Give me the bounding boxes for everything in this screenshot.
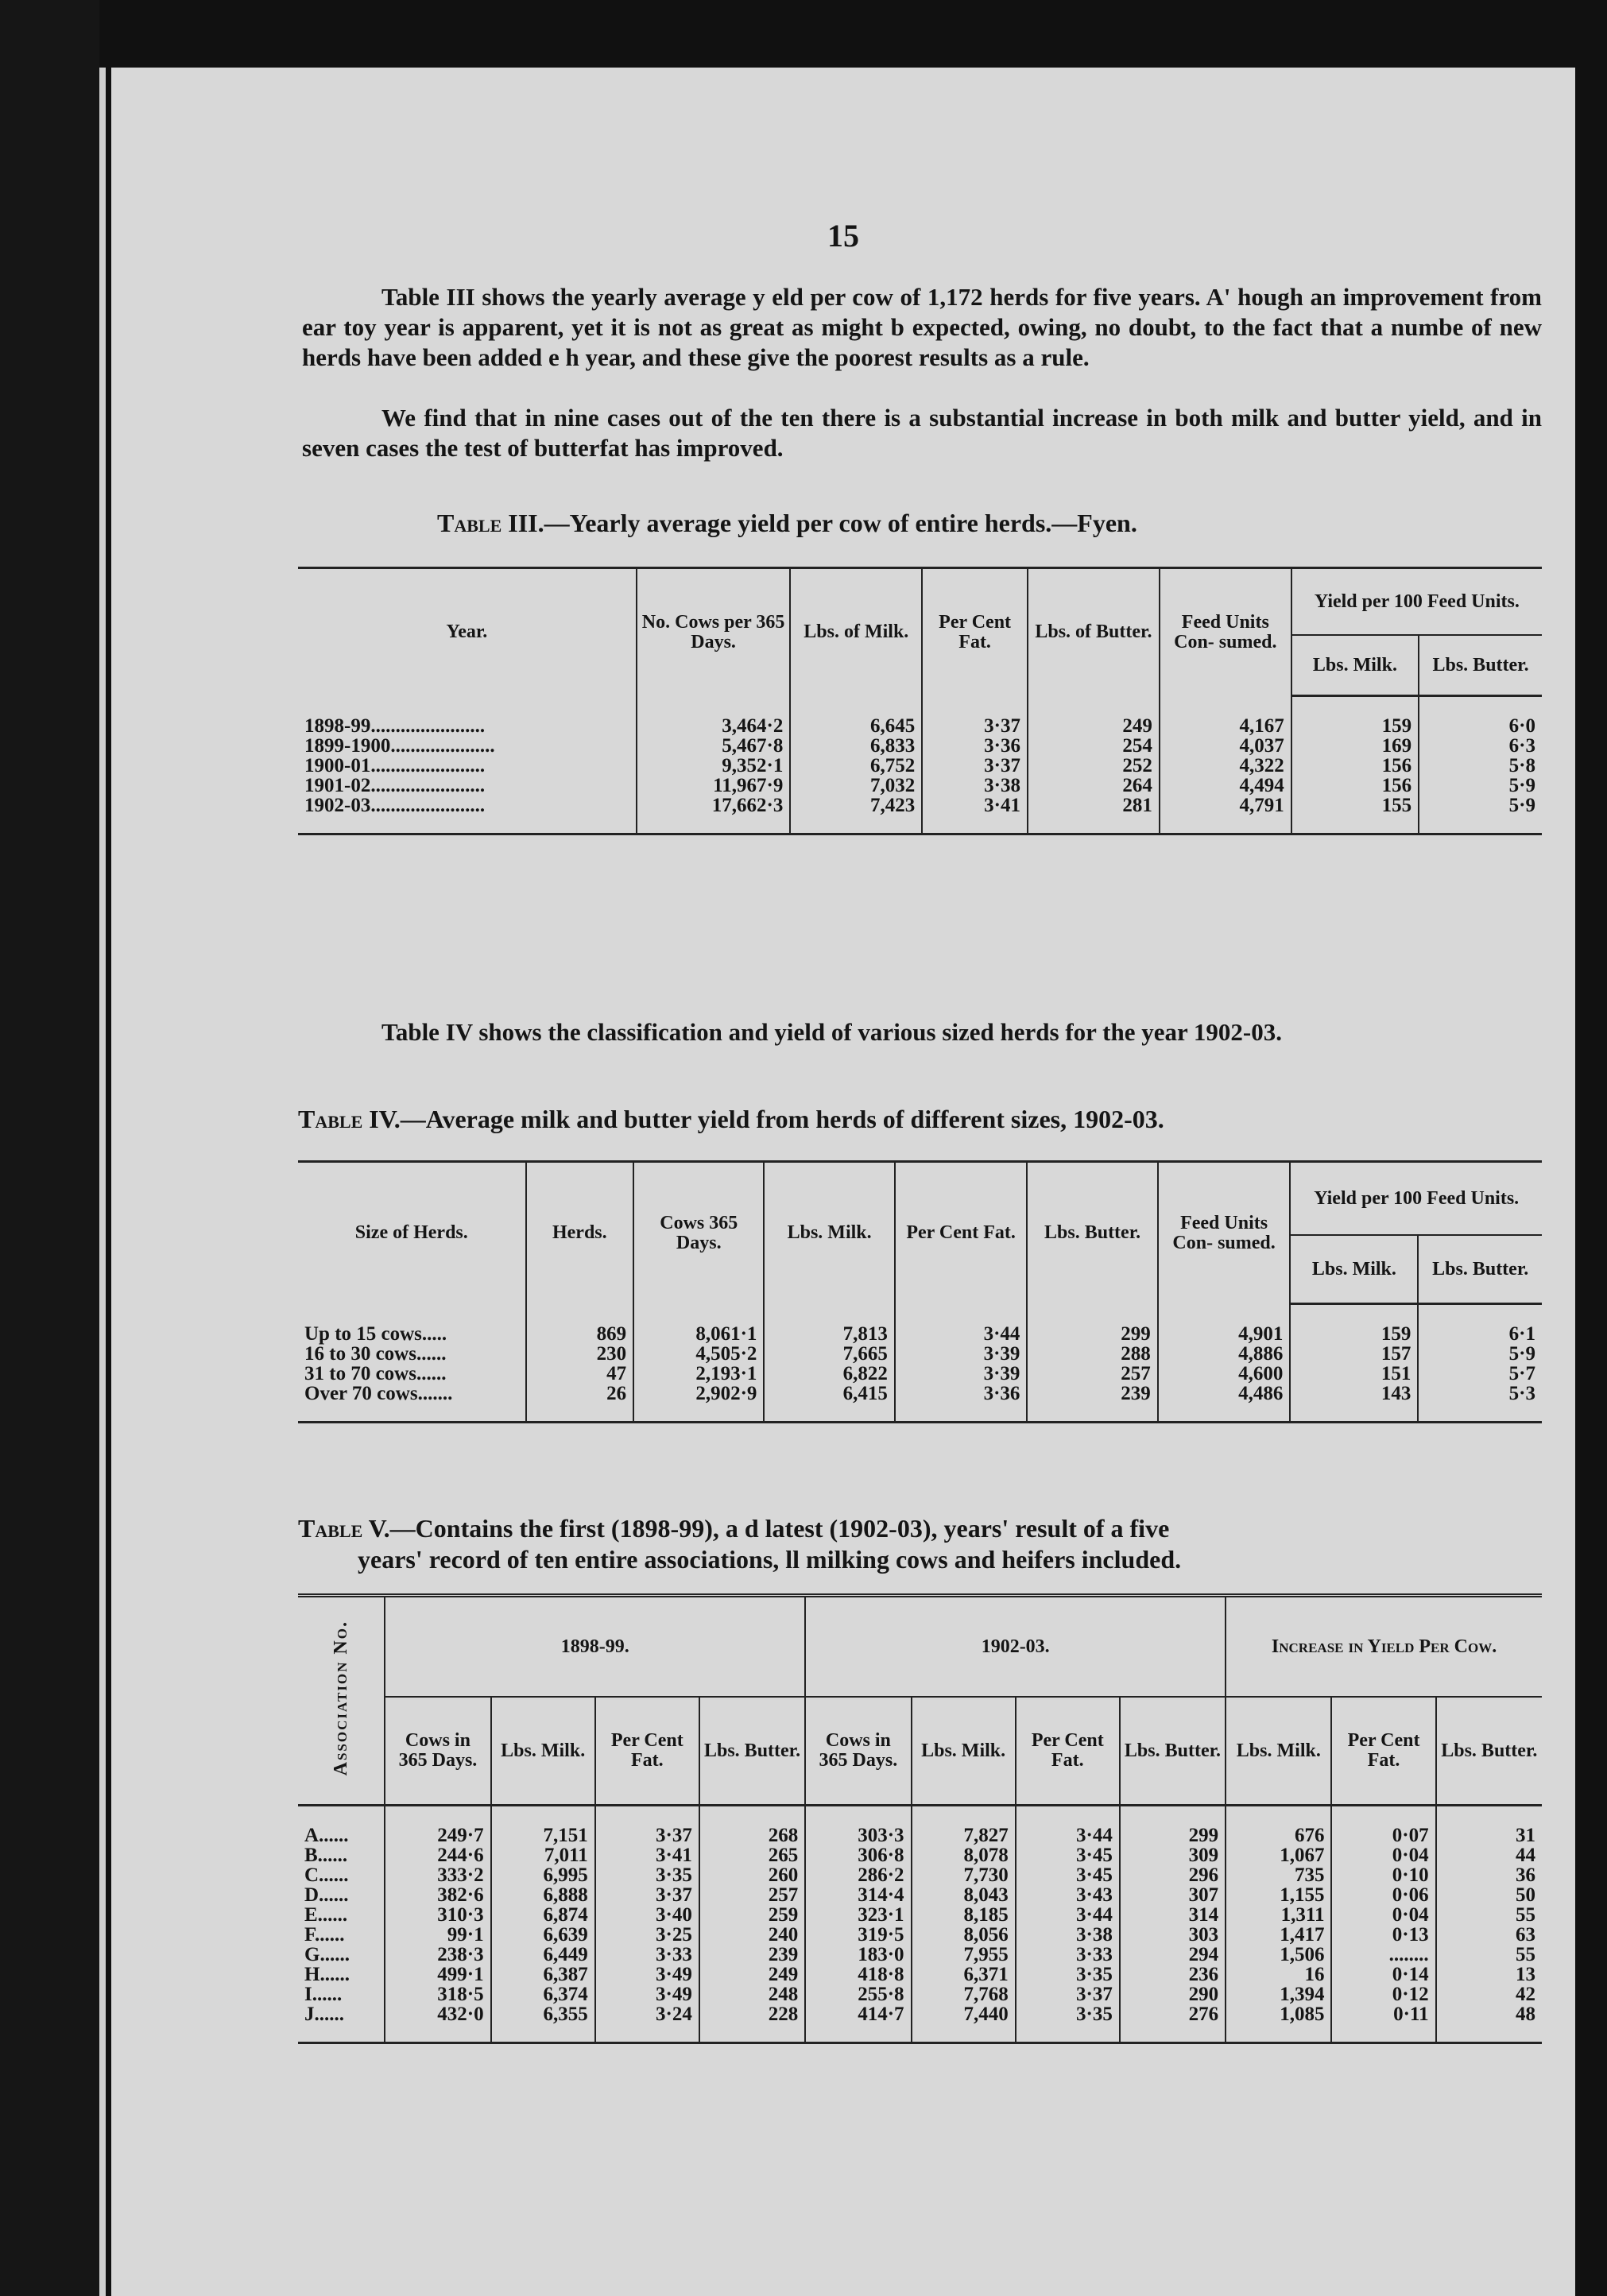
t5-row-c2: 183·0 [805,1945,911,1965]
table4 [298,1160,1542,1423]
t5-head-cows-2: Cows in 365 Days. [805,1697,911,1806]
t5-row-m1: 7,011 [491,1845,595,1865]
t5-head-fat-3: Per Cent Fat. [1331,1697,1435,1806]
t4-row [298,1324,1542,1344]
t3-head-year: Year. [298,568,637,696]
t3-row-milk: 7,032 [790,776,922,796]
t5-row-m2: 7,768 [912,1984,1016,2004]
t3-row-butter: 249 [1028,716,1160,736]
t5-row-m1: 6,387 [491,1965,595,1984]
t3-row-ymilk: 159 [1291,716,1419,736]
t5-row-no: G...... [304,1944,350,1965]
t4-row-size: 31 to 70 cows...... [304,1363,447,1384]
t3-row-cows: 17,662·3 [637,796,791,815]
t5-row-no: F...... [304,1924,345,1946]
t5-row-m2: 8,056 [912,1925,1016,1945]
t4-row-ybutter: 6·1 [1418,1324,1542,1344]
t4-row-size: Over 70 cows....... [304,1383,453,1404]
t5-row-b1: 260 [699,1865,805,1885]
t5-row-c2: 319·5 [805,1925,911,1945]
t4-head-fat: Per Cent Fat. [895,1162,1028,1304]
t5-row-im: 1,311 [1226,1905,1331,1925]
t3-head-yield-milk: Lbs. Milk. [1291,635,1419,696]
t5-row-b1: 259 [699,1905,805,1925]
t3-row-ybutter: 6·3 [1419,736,1542,756]
t3-row-cows: 9,352·1 [637,756,791,776]
t5-row [298,1965,1542,1984]
t3-row [298,716,1542,736]
t5-row-c2: 306·8 [805,1845,911,1865]
t5-row-b2: 314 [1120,1905,1226,1925]
t5-row-b1: 249 [699,1965,805,1984]
t4-row-cows: 2,193·1 [633,1364,764,1384]
t5-head-fat-2: Per Cent Fat. [1016,1697,1120,1806]
t5-row-f2: 3·35 [1016,1965,1120,1984]
t4-head-yield-group: Yield per 100 Feed Units. [1290,1162,1542,1236]
t5-row [298,1984,1542,2004]
t5-head-group-2: 1902-03. [805,1596,1226,1698]
t3-row-cows: 3,464·2 [637,716,791,736]
t5-row-if: 0·14 [1331,1965,1435,1984]
t3-row-ybutter: 5·9 [1419,796,1542,815]
t4-row-butter: 239 [1027,1384,1157,1404]
t5-row-c2: 323·1 [805,1905,911,1925]
t5-row-no: J...... [304,2004,344,2025]
t5-head-butter-2: Lbs. Butter. [1120,1697,1226,1806]
t5-row-ib: 36 [1436,1865,1542,1885]
t5-row-b1: 268 [699,1826,805,1845]
t5-row-im: 16 [1226,1965,1331,1984]
t5-row [298,1905,1542,1925]
t5-row [298,1845,1542,1865]
t3-row-milk: 7,423 [790,796,922,815]
t4-row-ymilk: 159 [1290,1324,1418,1344]
t3-row-fat: 3·37 [922,716,1028,736]
t5-head-cows-1: Cows in 365 Days. [385,1697,490,1806]
t4-head-size: Size of Herds. [298,1162,526,1304]
t5-row [298,1925,1542,1945]
t5-row-b1: 240 [699,1925,805,1945]
t3-head-butter: Lbs. of Butter. [1028,568,1160,696]
table3 [298,567,1542,835]
t4-row-ymilk: 157 [1290,1344,1418,1364]
t5-head-assoc: Association No. [330,1620,351,1776]
t5-head-milk-1: Lbs. Milk. [491,1697,595,1806]
t5-row-m2: 8,185 [912,1905,1016,1925]
t3-row [298,736,1542,756]
t4-row-ybutter: 5·3 [1418,1384,1542,1404]
t5-row-m2: 7,955 [912,1945,1016,1965]
table5-caption-line2: years' record of ten entire associations, ll milking cows and heifers included. [358,1545,1182,1574]
t5-head-butter-1: Lbs. Butter. [699,1697,805,1806]
t5-head-fat-1: Per Cent Fat. [595,1697,699,1806]
t5-row-ib: 42 [1436,1984,1542,2004]
t4-row-feed: 4,886 [1158,1344,1291,1364]
t5-head-butter-3: Lbs. Butter. [1436,1697,1542,1806]
t5-row-f2: 3·37 [1016,1984,1120,2004]
table3-caption-label: Table III. [437,509,544,537]
t4-row-ymilk: 143 [1290,1384,1418,1404]
t4-head-cows: Cows 365 Days. [633,1162,764,1304]
t5-row-f1: 3·33 [595,1945,699,1965]
t3-head-fat: Per Cent Fat. [922,568,1028,696]
table3-caption [437,509,1137,538]
t3-head-milk: Lbs. of Milk. [790,568,922,696]
t5-row-im: 735 [1226,1865,1331,1885]
t5-row-m1: 6,888 [491,1885,595,1905]
t5-row-ib: 31 [1436,1826,1542,1845]
t4-row-cows: 4,505·2 [633,1344,764,1364]
t5-row-c1: 249·7 [385,1826,490,1845]
t5-row-b2: 309 [1120,1845,1226,1865]
t5-row-ib: 55 [1436,1905,1542,1925]
t5-row-f1: 3·49 [595,1965,699,1984]
t5-row-if: ........ [1331,1945,1435,1965]
t5-row-if: 0·04 [1331,1905,1435,1925]
t5-row-b2: 290 [1120,1984,1226,2004]
t5-row-ib: 44 [1436,1845,1542,1865]
t3-row-milk: 6,752 [790,756,922,776]
t4-row-herds: 230 [526,1344,634,1364]
t4-row-butter: 288 [1027,1344,1157,1364]
t5-row-b1: 265 [699,1845,805,1865]
t5-row-ib: 63 [1436,1925,1542,1945]
t5-row-f2: 3·38 [1016,1925,1120,1945]
t5-row-if: 0·06 [1331,1885,1435,1905]
t3-row-feed: 4,037 [1160,736,1291,756]
t5-row-b2: 294 [1120,1945,1226,1965]
t5-row-m2: 8,078 [912,1845,1016,1865]
table5 [298,1593,1542,2044]
t3-row-year: 1900-01....................... [304,755,486,776]
t5-row-c1: 432·0 [385,2004,490,2024]
t3-row-ymilk: 156 [1291,756,1419,776]
t5-row-ib: 50 [1436,1885,1542,1905]
t5-row-im: 1,506 [1226,1945,1331,1965]
t5-row-if: 0·04 [1331,1845,1435,1865]
t5-row-c1: 310·3 [385,1905,490,1925]
page-edge [99,68,106,2296]
t4-row-milk: 6,822 [764,1364,894,1384]
table4-caption-text: —Average milk and butter yield from herds of different sizes, 1902-03. [400,1105,1164,1133]
t5-row-m2: 8,043 [912,1885,1016,1905]
t5-row-b2: 307 [1120,1885,1226,1905]
t3-row [298,776,1542,796]
t5-row-no: B...... [304,1845,348,1866]
t5-head-group-3: Increase in Yield Per Cow. [1226,1596,1542,1698]
t5-row-ib: 13 [1436,1965,1542,1984]
t3-row-ymilk: 169 [1291,736,1419,756]
t5-row-m1: 6,374 [491,1984,595,2004]
table4-caption [298,1105,1164,1134]
t5-row-no: I...... [304,1984,343,2005]
t5-row-c2: 314·4 [805,1885,911,1905]
t3-row-feed: 4,167 [1160,716,1291,736]
t5-row-b1: 257 [699,1885,805,1905]
t4-row-milk: 6,415 [764,1384,894,1404]
t3-row-fat: 3·36 [922,736,1028,756]
t3-row-year: 1901-02....................... [304,775,486,796]
t5-row-f2: 3·45 [1016,1845,1120,1865]
t5-row-if: 0·12 [1331,1984,1435,2004]
t5-row-f2: 3·43 [1016,1885,1120,1905]
t3-row-feed: 4,494 [1160,776,1291,796]
t5-row [298,1885,1542,1905]
t3-row-feed: 4,322 [1160,756,1291,776]
t5-row [298,1865,1542,1885]
t5-row-no: E...... [304,1904,348,1926]
t5-row-b1: 239 [699,1945,805,1965]
t5-row-im: 676 [1226,1826,1331,1845]
t5-row-f1: 3·41 [595,1845,699,1865]
table5-caption-label: Table V. [298,1514,390,1543]
t4-row-feed: 4,600 [1158,1364,1291,1384]
t4-head-herds: Herds. [526,1162,634,1304]
t3-head-yield-group: Yield per 100 Feed Units. [1291,568,1542,636]
middle-paragraph: Table IV shows the classification and yield of various sized herds for the year 1902-03. [381,1018,1282,1046]
t3-row-year: 1898-99....................... [304,715,486,737]
t5-row-if: 0·13 [1331,1925,1435,1945]
t3-row-cows: 5,467·8 [637,736,791,756]
t5-row-f2: 3·44 [1016,1905,1120,1925]
t3-row-ybutter: 5·8 [1419,756,1542,776]
t3-row-year: 1899-1900..................... [304,735,495,757]
t5-row-m2: 7,440 [912,2004,1016,2024]
t5-row-c2: 414·7 [805,2004,911,2024]
t4-row-milk: 7,665 [764,1344,894,1364]
t4-row [298,1384,1542,1404]
t5-row-im: 1,394 [1226,1984,1331,2004]
t5-row-m1: 6,874 [491,1905,595,1925]
t5-row-m2: 7,730 [912,1865,1016,1885]
t5-row-im: 1,067 [1226,1845,1331,1865]
t5-row-m1: 7,151 [491,1826,595,1845]
t3-row-butter: 254 [1028,736,1160,756]
t3-row-ybutter: 5·9 [1419,776,1542,796]
t5-row-no: D...... [304,1884,349,1906]
t5-row-f1: 3·37 [595,1885,699,1905]
t5-row-no: C...... [304,1864,349,1886]
t5-row [298,1826,1542,1845]
t5-row-f1: 3·37 [595,1826,699,1845]
t4-head-yield-milk: Lbs. Milk. [1290,1235,1418,1304]
t3-row-feed: 4,791 [1160,796,1291,815]
t5-row-c1: 238·3 [385,1945,490,1965]
t5-row-c1: 244·6 [385,1845,490,1865]
t3-row-fat: 3·37 [922,756,1028,776]
t4-row-herds: 869 [526,1324,634,1344]
t4-row [298,1364,1542,1384]
table5-caption-text-1: —Contains the first (1898-99), a d latest (1902-03), years' result of a five [389,1514,1170,1543]
t4-row-cows: 2,902·9 [633,1384,764,1404]
t3-row-ymilk: 155 [1291,796,1419,815]
t3-head-cows: No. Cows per 365 Days. [637,568,791,696]
t5-row-f2: 3·35 [1016,2004,1120,2024]
t5-row-c2: 286·2 [805,1865,911,1885]
t5-row-c1: 382·6 [385,1885,490,1905]
t5-row-m1: 6,639 [491,1925,595,1945]
t5-row-f1: 3·40 [595,1905,699,1925]
t3-row-milk: 6,645 [790,716,922,736]
page-number: 15 [827,218,859,254]
t4-row-fat: 3·39 [895,1344,1028,1364]
t4-row-size: 16 to 30 cows...... [304,1343,447,1365]
t5-row-c1: 499·1 [385,1965,490,1984]
t5-row-m1: 6,355 [491,2004,595,2024]
table5-caption-line1 [298,1514,1542,1543]
t5-row-ib: 48 [1436,2004,1542,2024]
t4-row-herds: 47 [526,1364,634,1384]
t3-row-butter: 252 [1028,756,1160,776]
t3-row-year: 1902-03....................... [304,795,486,816]
t5-row-m1: 6,995 [491,1865,595,1885]
t3-row-milk: 6,833 [790,736,922,756]
t5-row [298,1945,1542,1965]
table4-caption-label: Table IV. [298,1105,401,1133]
t5-row-f2: 3·33 [1016,1945,1120,1965]
t5-row-c2: 303·3 [805,1826,911,1845]
t4-head-butter: Lbs. Butter. [1027,1162,1157,1304]
table3-caption-text: —Yearly average yield per cow of entire herds.—Fyen. [544,509,1137,537]
t4-row-feed: 4,901 [1158,1324,1291,1344]
t4-head-feed: Feed Units Con- sumed. [1158,1162,1291,1304]
t5-row-b2: 303 [1120,1925,1226,1945]
t3-row-ybutter: 6·0 [1419,716,1542,736]
t5-row-c1: 318·5 [385,1984,490,2004]
t5-row-b2: 236 [1120,1965,1226,1984]
t4-head-yield-butter: Lbs. Butter. [1418,1235,1542,1304]
t5-row-m1: 6,449 [491,1945,595,1965]
t4-row-feed: 4,486 [1158,1384,1291,1404]
t5-row-if: 0·07 [1331,1826,1435,1845]
t4-row-ybutter: 5·7 [1418,1364,1542,1384]
t5-row-if: 0·11 [1331,2004,1435,2024]
intro-paragraph-2: We find that in nine cases out of the ten there is a substantial increase in both milk and butter yield, and in seven cases the test of butterfat has improved. [302,404,1542,462]
t5-row-m2: 6,371 [912,1965,1016,1984]
t5-row-f1: 3·49 [595,1984,699,2004]
t4-row-fat: 3·39 [895,1364,1028,1384]
t5-row [298,2004,1542,2024]
t3-row-fat: 3·41 [922,796,1028,815]
t5-head-assoc-cell [298,1596,385,1806]
t4-row-fat: 3·44 [895,1324,1028,1344]
t5-row-if: 0·10 [1331,1865,1435,1885]
t5-head-group-1: 1898-99. [385,1596,805,1698]
t5-row-no: A...... [304,1825,349,1846]
t5-row-im: 1,155 [1226,1885,1331,1905]
t5-row-b2: 299 [1120,1826,1226,1845]
t5-row-no: H...... [304,1964,350,1985]
t5-row-f2: 3·44 [1016,1826,1120,1845]
t5-head-milk-2: Lbs. Milk. [912,1697,1016,1806]
t5-row-b2: 296 [1120,1865,1226,1885]
t3-head-yield-butter: Lbs. Butter. [1419,635,1542,696]
scan-left-border [0,0,99,2296]
t5-row-f1: 3·25 [595,1925,699,1945]
t4-head-milk: Lbs. Milk. [764,1162,894,1304]
t5-row-b1: 248 [699,1984,805,2004]
t5-row-m2: 7,827 [912,1826,1016,1845]
t3-row [298,796,1542,815]
t4-row [298,1344,1542,1364]
t3-row-butter: 264 [1028,776,1160,796]
t5-head-milk-3: Lbs. Milk. [1226,1697,1331,1806]
t4-row-size: Up to 15 cows..... [304,1323,447,1345]
scan-right-border [1575,0,1607,2296]
t3-row [298,756,1542,776]
t5-row-c1: 99·1 [385,1925,490,1945]
t3-row-ymilk: 156 [1291,776,1419,796]
t3-head-feed: Feed Units Con- sumed. [1160,568,1291,696]
t4-row-herds: 26 [526,1384,634,1404]
t4-row-ybutter: 5·9 [1418,1344,1542,1364]
t5-row-f2: 3·45 [1016,1865,1120,1885]
t4-row-butter: 299 [1027,1324,1157,1344]
t4-row-cows: 8,061·1 [633,1324,764,1344]
t3-row-butter: 281 [1028,796,1160,815]
t5-row-f1: 3·35 [595,1865,699,1885]
t5-row-im: 1,417 [1226,1925,1331,1945]
t3-row-cows: 11,967·9 [637,776,791,796]
intro-paragraph-1: Table III shows the yearly average y eld per cow of 1,172 herds for five years. A' hough an improvement from ear toy year is apparent, yet it is not as great as might b expected, owing, no doubt, to the fact that a numbe of new herds have been added e h year, and these give the poorest results as a rule. [302,283,1542,371]
t5-row-ib: 55 [1436,1945,1542,1965]
document-page [111,68,1575,2296]
t5-row-im: 1,085 [1226,2004,1331,2024]
t5-row-c1: 333·2 [385,1865,490,1885]
t4-row-butter: 257 [1027,1364,1157,1384]
t3-row-fat: 3·38 [922,776,1028,796]
t5-row-b2: 276 [1120,2004,1226,2024]
t5-row-c2: 255·8 [805,1984,911,2004]
t4-row-ymilk: 151 [1290,1364,1418,1384]
table5-caption [298,1514,1542,1574]
t4-row-fat: 3·36 [895,1384,1028,1404]
t4-row-milk: 7,813 [764,1324,894,1344]
t5-row-b1: 228 [699,2004,805,2024]
t5-row-c2: 418·8 [805,1965,911,1984]
t5-row-f1: 3·24 [595,2004,699,2024]
